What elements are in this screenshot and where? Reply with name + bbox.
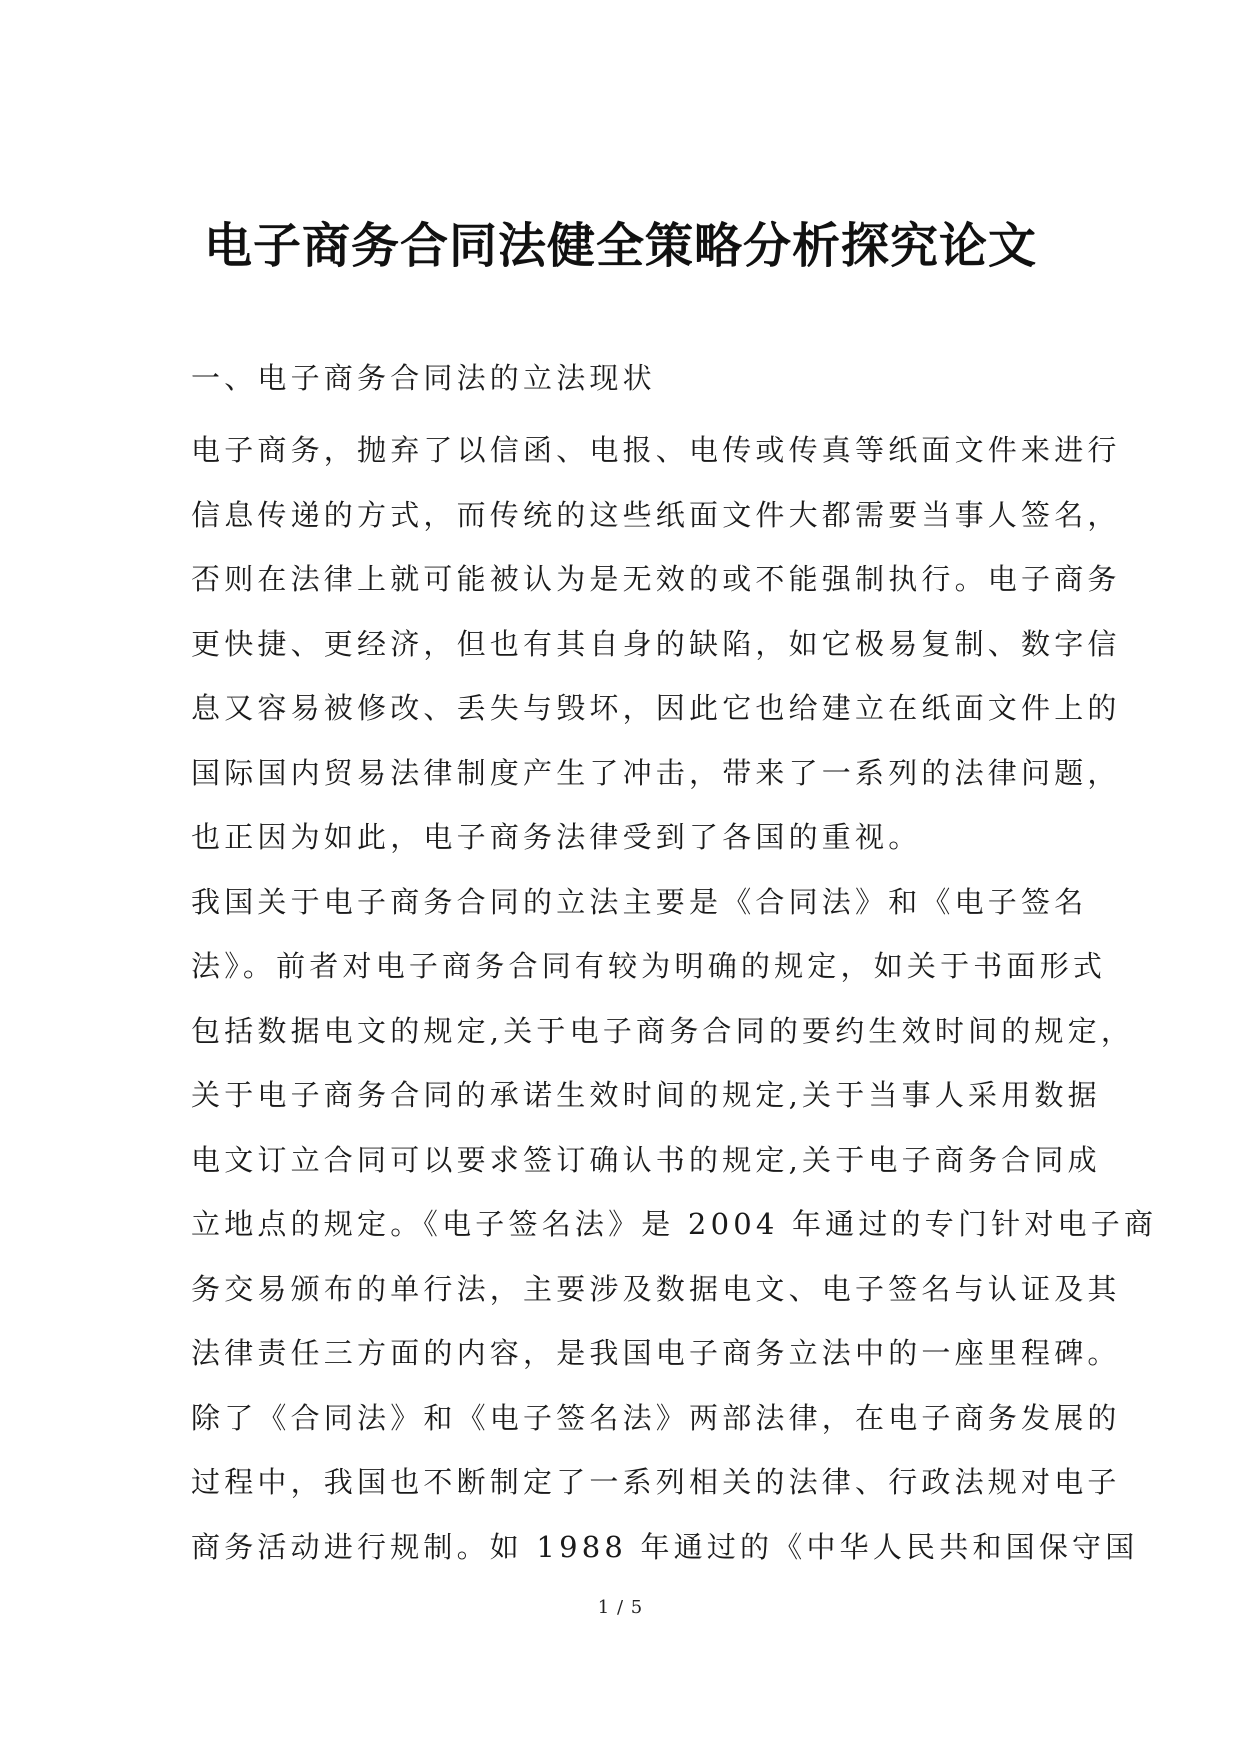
text-line: 立地点的规定。《电子签名法》是 2004 年通过的专门针对电子商 bbox=[191, 1207, 1158, 1241]
text-line: 更快捷、更经济，但也有其自身的缺陷，如它极易复制、数字信 bbox=[191, 626, 1121, 661]
section-heading: 一、电子商务合同法的立法现状 bbox=[191, 361, 656, 395]
text-line: 否则在法律上就可能被认为是无效的或不能强制执行。电子商务 bbox=[191, 562, 1121, 596]
text-line: 关于电子商务合同的承诺生效时间的规定,关于当事人采用数据 bbox=[191, 1078, 1101, 1112]
text-line: 电文订立合同可以要求签订确认书的规定,关于电子商务合同成 bbox=[191, 1142, 1101, 1177]
text-line: 也正因为如此，电子商务法律受到了各国的重视。 bbox=[191, 820, 922, 854]
text-line: 包括数据电文的规定,关于电子商务合同的要约生效时间的规定， bbox=[191, 1013, 1135, 1048]
text-line: 商务活动进行规制。如 1988 年通过的《中华人民共和国保守国 bbox=[191, 1529, 1139, 1564]
text-line: 国际国内贸易法律制度产生了冲击，带来了一系列的法律问题， bbox=[191, 755, 1121, 790]
text-line: 务交易颁布的单行法，主要涉及数据电文、电子签名与认证及其 bbox=[191, 1271, 1121, 1306]
text-line: 息又容易被修改、丢失与毁坏，因此它也给建立在纸面文件上的 bbox=[191, 691, 1121, 725]
text-line: 电子商务，抛弃了以信函、电报、电传或传真等纸面文件来进行 bbox=[191, 433, 1121, 467]
text-line: 过程中，我国也不断制定了一系列相关的法律、行政法规对电子 bbox=[191, 1465, 1121, 1499]
text-line: 法律责任三方面的内容，是我国电子商务立法中的一座里程碑。 bbox=[191, 1336, 1121, 1370]
text-line: 法》。前者对电子商务合同有较为明确的规定，如关于书面形式 bbox=[191, 949, 1107, 983]
text-line: 我国关于电子商务合同的立法主要是《合同法》和《电子签名 bbox=[191, 884, 1088, 919]
document-title: 电子商务合同法健全策略分析探究论文 bbox=[203, 218, 1037, 274]
text-line: 信息传递的方式，而传统的这些纸面文件大都需要当事人签名， bbox=[191, 497, 1121, 532]
document-body bbox=[191, 356, 1158, 1579]
text-line: 除了《合同法》和《电子签名法》两部法律，在电子商务发展的 bbox=[191, 1400, 1121, 1435]
page-number: 1 / 5 bbox=[597, 1597, 644, 1618]
